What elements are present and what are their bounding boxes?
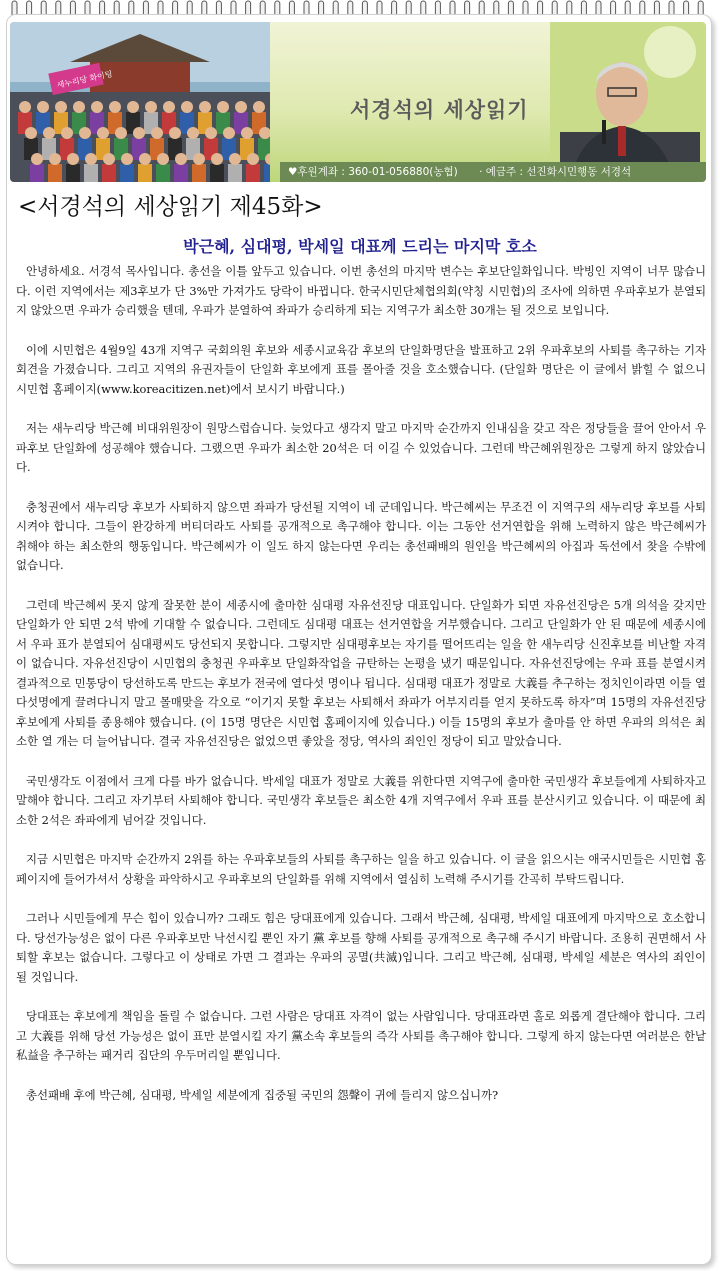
crowd-person-head (61, 127, 73, 139)
crowd-person (120, 164, 134, 182)
crowd-person-head (247, 153, 259, 165)
crowd-photo (10, 22, 270, 182)
crowd-person-head (97, 127, 109, 139)
crowd-person-head (43, 127, 55, 139)
crowd-person-head (145, 101, 157, 113)
crowd-person-head (169, 127, 181, 139)
crowd-person (246, 164, 260, 182)
crowd-person-head (253, 101, 265, 113)
crowd-person-head (19, 101, 31, 113)
crowd-person-head (181, 101, 193, 113)
paragraph: 총선패배 후에 박근혜, 심대평, 박세일 세분에게 집중될 국민의 怨聲이 귀에 들리지 않으십니까? (26, 1087, 499, 1102)
paragraph: 국민생각도 이점에서 크게 다를 바가 없습니다. 박세일 대표가 정말로 大義를 위한다면 지역구에 출마한 국민생각 후보들에게 사퇴하자고 말해야 합니다. 그리고 자기부터 사퇴해야 합니다. 국민생각 후보들은 최소한 4개 지역구에서 우파 표를 분산시키고 있습니다. 이 때문에 최소한 2석은 좌파에게 넘어갈 것입니다. (16, 773, 706, 827)
crowd-person (156, 164, 170, 182)
crowd-person-head (55, 101, 67, 113)
crowd-person-head (127, 101, 139, 113)
crowd-person (174, 164, 188, 182)
crowd-person (228, 164, 242, 182)
crowd-person-head (91, 101, 103, 113)
article-body (16, 262, 706, 1125)
episode-title: <서경석의 세상읽기 제45화> (18, 194, 323, 220)
crowd-person-head (157, 153, 169, 165)
crowd-person-head (85, 153, 97, 165)
crowd-person (102, 164, 116, 182)
crowd-person-head (79, 127, 91, 139)
crowd-person-head (133, 127, 145, 139)
crowd-person-head (223, 127, 235, 139)
crowd-person (138, 164, 152, 182)
protest-sign-text: 새누리당 화이팅 (56, 69, 114, 91)
crowd-person (84, 164, 98, 182)
paragraph: 충청권에서 새누리당 후보가 사퇴하지 않으면 좌파가 당선될 지역이 네 군데입니다. 박근혜씨는 무조건 이 지역구의 새누리당 후보를 사퇴시켜야 합니다. 그들이 완강하게 버티더라도 사퇴를 공개적으로 촉구해야 합니다. 이는 그동안 선거연합을 위해 노력하지 않은 박근혜씨가 취해야 하는 최소한의 행동입니다. 박근혜씨가 이 일도 하지 않는다면 우리는 총선패배의 원인을 박근혜씨의 아집과 독선에서 찾을 수밖에 없습니다. (16, 499, 706, 572)
donation-account: ♥후원계좌 : 360-01-056880(농협) (288, 166, 458, 178)
depositor-name: · 예금주 : 선진화시민행동 서경석 (479, 166, 632, 178)
header-banner (10, 22, 706, 182)
crowd-person-head (121, 153, 133, 165)
crowd-person-head (175, 153, 187, 165)
banner-title: 서경석의 세상읽기 (350, 98, 529, 122)
crowd-person (264, 164, 270, 182)
crowd-person-head (211, 153, 223, 165)
paragraph: 이에 시민협은 4월9일 43개 지역구 국회의원 후보와 세종시교육감 후보의 단일화명단을 발표하고 2위 우파후보의 사퇴를 촉구하는 기자회견을 가졌습니다. 그리고 지역의 유권자들이 단일화 후보에게 표를 몰아줄 것을 호소했습니다. (단일화 명단은 이 글에서 밝힐 수 없으니 시민협 홈페이지(www.koreacitizen.net)에서 보시기 바랍니다.) (16, 342, 706, 396)
crowd-person-head (241, 127, 253, 139)
crowd-person-head (151, 127, 163, 139)
crowd-person-head (49, 153, 61, 165)
paragraph: 그런데 박근혜씨 못지 않게 잘못한 분이 세종시에 출마한 심대평 자유선진당 대표입니다. 단일화가 되면 자유선진당은 5개 의석을 갖지만 단일화가 안 되면 2석 밖에 기대할 수 없습니다. 그런데도 심대평 대표는 선거연합을 거부했습니다. 그리고 단일화가 안 된 때문에 세종시에서 우파 표가 분열되어 심대평씨도 당선되지 못합니다. 그렇지만 심대평후보는 자기를 떨어뜨리는 일을 한 새누리당 신진후보를 비난할 자격이 없습니다. 자유선진당이 시민협의 충청권 우파후보 단일화작업을 규탄하는 논평을 냈기 때문입니다. 자유선진당에는 우파 표를 분열시켜 결과적으로 민통당이 당선하도록 만드는 후보가 전국에 열다섯 명이나 됩니다. 심대평 대표가 정말로 大義를 추구하는 정치인이라면 이들 열 다섯명에게 끌려다니지 말고 몰매맞을 각오로 “이기지 못할 후보는 사퇴해서 좌파가 어부지리를 얻지 못하도록 하자”며 15명의 자유선진당 후보에게 사퇴를 종용해야 했습니다. (이 15명 명단은 시민협 홈페이지에 있습니다.) 이들 15명의 후보가 출마를 안 하면 우파의 의석은 최소한 열 개는 더 늘어납니다. 결국 자유선진당은 없었으면 좋았을 정당, 역사의 죄인인 정당이 되고 말았습니다. (16, 597, 706, 748)
paragraph: 그러나 시민들에게 무슨 힘이 있습니까? 그래도 힘은 당대표에게 있습니다. 그래서 박근혜, 심대평, 박세일 대표에게 마지막으로 호소합니다. 당선가능성은 없이 다른 우파후보만 낙선시킬 뿐인 자기 黨 후보를 향해 사퇴를 공개적으로 촉구해 주시기 바랍니다. 조용히 권면해서 사퇴할 후보는 없습니다. 그렇다고 이 상태로 가면 그 결과는 우파의 공멸(共滅)입니다. 그리고 박근혜, 심대평, 박세일 세분은 역사의 죄인이 될 것입니다. (16, 911, 706, 984)
crowd-person (48, 164, 62, 182)
crowd-person (210, 164, 224, 182)
crowd-person-head (163, 101, 175, 113)
crowd-person-head (25, 127, 37, 139)
crowd-person-head (217, 101, 229, 113)
crowd-person-head (103, 153, 115, 165)
crowd-person-head (199, 101, 211, 113)
speaker-photo (550, 22, 706, 182)
crowd-person-head (73, 101, 85, 113)
crowd-person (66, 164, 80, 182)
crowd-person (192, 164, 206, 182)
crowd-person-head (115, 127, 127, 139)
paragraph: 지금 시민협은 마지막 순간까지 2위를 하는 우파후보들의 사퇴를 촉구하는 일을 하고 있습니다. 이 글을 읽으시는 애국시민들은 시민협 홈페이지에 들어가셔서 상황을 파악하시고 우파후보의 단일화를 위해 지역에서 열심히 노력해 주시기를 간곡히 부탁드립니다. (16, 852, 706, 886)
paragraph: 저는 새누리당 박근혜 비대위원장이 원망스럽습니다. 늦었다고 생각지 말고 마지막 순간까지 인내심을 갖고 작은 정당들을 끌어 안아서 우파후보 단일화에 성공해야 했습니다. 그랬으면 우파가 최소한 20석은 더 이길 수 있었습니다. 그런데 박근혜위원장은 그렇게 하지 않았습니다. (16, 421, 706, 474)
donation-info-bar (280, 162, 706, 182)
crowd-person-head (235, 101, 247, 113)
crowd-person-head (205, 127, 217, 139)
paragraph: 당대표는 후보에게 책임을 돌릴 수 없습니다. 그런 사람은 당대표 자격이 없는 사람입니다. 당대표라면 홀로 외롭게 결단해야 합니다. 그리고 大義를 위해 당선 가능성은 없이 표만 분열시킬 자기 黨소속 후보들의 즉각 사퇴를 촉구해야 합니다. 그렇게 하지 않는다면 여러분은 한낱 私益을 추구하는 패거리 집단의 우두머리일 뿐입니다. (16, 1009, 706, 1062)
crowd-person-head (187, 127, 199, 139)
crowd-person-head (67, 153, 79, 165)
crowd-person-head (229, 153, 241, 165)
crowd-person (30, 164, 44, 182)
paragraph: 안녕하세요. 서경석 목사입니다. 총선을 이틀 앞두고 있습니다. 이번 총선의 마지막 변수는 후보단일화입니다. 박빙인 지역이 너무 많습니다. 이런 지역에서는 제3후보가 단 3%만 가져가도 당락이 바뀝니다. 한국시민단체협의회(약칭 시민협)의 조사에 의하면 우파후보가 분열되지 않았으면 우파가 승리했을 텐데, 우파가 분열하여 좌파가 승리하게 되는 지역구가 최소한 30개는 될 것으로 보입니다. (16, 264, 706, 317)
crowd-person-head (139, 153, 151, 165)
crowd-person-head (37, 101, 49, 113)
crowd-person-head (109, 101, 121, 113)
crowd-person-head (193, 153, 205, 165)
crowd-person-head (31, 153, 43, 165)
article-subtitle: 박근혜, 심대평, 박세일 대표께 드리는 마지막 호소 (183, 237, 537, 256)
